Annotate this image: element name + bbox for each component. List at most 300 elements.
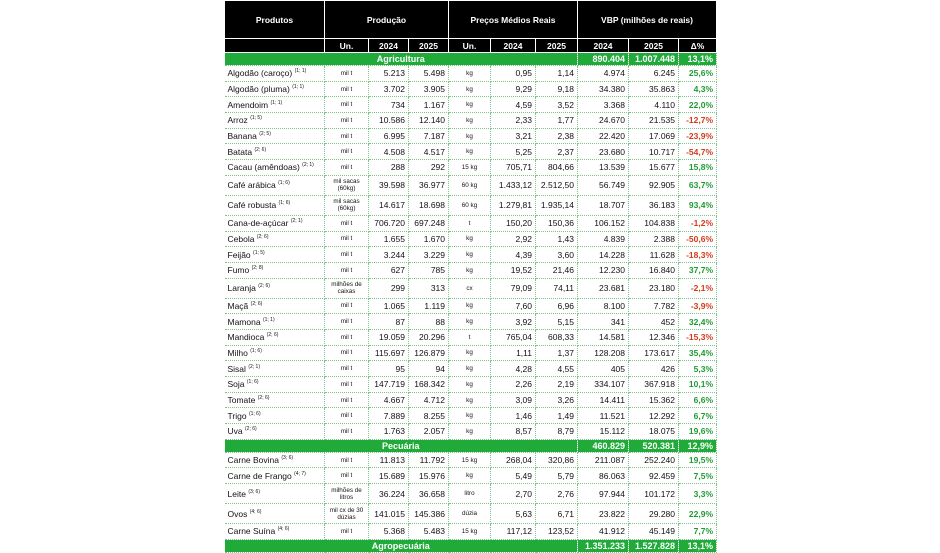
product-footnote: (2; 1) [290,218,303,225]
vbp-2024: 11.521 [578,408,629,424]
price-2025: 2,76 [536,484,578,504]
price-unit: t [449,329,491,345]
price-2024: 8,57 [491,424,536,440]
price-unit: 60 kg [449,195,491,215]
price-2025: 4,55 [536,361,578,377]
production-2025: 12.140 [409,113,449,129]
price-2025: 320,86 [536,452,578,468]
vbp-2024: 8.100 [578,298,629,314]
production-2025: 1.119 [409,298,449,314]
price-2025: 9,18 [536,81,578,97]
production-unit: mil t [325,408,369,424]
product-name [225,278,325,298]
vbp-2025: 35.863 [629,81,679,97]
table-row [225,424,717,440]
vbp-delta: 22,9% [679,504,717,524]
product-footnote: (1; 6) [246,379,259,386]
vbp-2025: 23.180 [629,278,679,298]
vbp-2024: 334.107 [578,377,629,393]
product-name [225,361,325,377]
price-2024: 4,59 [491,97,536,113]
section-label: Pecuária [225,439,578,452]
price-2024: 79,09 [491,278,536,298]
vbp-delta: 6,6% [679,392,717,408]
table-row [225,128,717,144]
vbp-2025: 17.069 [629,128,679,144]
product-label: Milho [227,347,248,358]
product-name [225,484,325,504]
product-name [225,468,325,484]
product-label: Cacau (amêndoas) [227,162,300,173]
table-row [225,81,717,97]
price-2024: 3,09 [491,392,536,408]
production-unit: milhões de litros [325,484,369,504]
vbp-2025: 7.782 [629,298,679,314]
production-2024: 5.213 [369,66,409,82]
product-label: Cebola [227,233,255,244]
section-vbp-2024: 890.404 [578,53,629,66]
price-2025: 1.935,14 [536,195,578,215]
product-label: Uva [227,426,243,437]
production-2024: 288 [369,160,409,176]
production-unit: mil t [325,392,369,408]
price-2024: 7,60 [491,298,536,314]
vbp-delta: 19,6% [679,424,717,440]
price-2025: 1,43 [536,231,578,247]
product-label: Batata [227,146,253,157]
production-2025: 7.187 [409,128,449,144]
product-name [225,144,325,160]
vbp-2024: 34.380 [578,81,629,97]
price-2025: 74,11 [536,278,578,298]
header-producao: Produção [325,1,449,39]
price-unit: kg [449,298,491,314]
header-precos: Preços Médios Reais [449,1,578,39]
production-2025: 313 [409,278,449,298]
price-2024: 2,70 [491,484,536,504]
price-2025: 1,77 [536,113,578,129]
product-label: Laranja [227,283,256,294]
header-vbp-2024: 2024 [578,39,629,53]
production-unit: mil t [325,144,369,160]
product-name [225,97,325,113]
production-2025: 20.296 [409,329,449,345]
vbp-2024: 97.944 [578,484,629,504]
product-footnote: (2; 5) [259,131,271,138]
table-row [225,524,717,540]
production-unit: mil t [325,160,369,176]
vbp-2024: 41.912 [578,524,629,540]
price-2025: 8,79 [536,424,578,440]
product-name [225,504,325,524]
vbp-2025: 15.362 [629,392,679,408]
production-unit: mil t [325,97,369,113]
production-unit: mil t [325,424,369,440]
vbp-2025: 426 [629,361,679,377]
vbp-delta: 32,4% [679,314,717,330]
product-label: Mandioca [227,332,265,343]
product-label: Mamona [227,316,261,327]
vbp-2025: 92.459 [629,468,679,484]
table-row [225,345,717,361]
table-row [225,215,717,231]
price-unit: kg [449,262,491,278]
section-row-agricultura [225,53,717,66]
table-row [225,97,717,113]
vbp-delta: 6,7% [679,408,717,424]
production-2025: 697.248 [409,215,449,231]
product-name [225,314,325,330]
production-2025: 8.255 [409,408,449,424]
table-row [225,314,717,330]
vbp-2024: 4.974 [578,66,629,82]
table-row [225,66,717,82]
vbp-2024: 341 [578,314,629,330]
product-name [225,195,325,215]
vbp-2024: 405 [578,361,629,377]
vbp-2025: 12.292 [629,408,679,424]
production-2024: 19.059 [369,329,409,345]
product-label: Algodão (caroço) [227,68,293,79]
production-2024: 141.015 [369,504,409,524]
product-label: Arroz [227,115,248,126]
vbp-delta: 19,5% [679,452,717,468]
vbp-table [224,0,717,553]
product-footnote: (4; 6) [249,508,262,515]
price-2025: 2,38 [536,128,578,144]
vbp-2025: 101.172 [629,484,679,504]
production-2024: 39.598 [369,175,409,195]
production-2025: 126.879 [409,345,449,361]
price-2025: 608,33 [536,329,578,345]
price-unit: cx [449,278,491,298]
production-2024: 14.617 [369,195,409,215]
product-name [225,392,325,408]
vbp-delta: 22,0% [679,97,717,113]
vbp-2024: 24.670 [578,113,629,129]
table-row [225,329,717,345]
production-unit: mil t [325,314,369,330]
production-unit: mil t [325,262,369,278]
price-2025: 150,36 [536,215,578,231]
product-footnote: (2; 6) [257,395,270,402]
price-2024: 5,63 [491,504,536,524]
product-name [225,345,325,361]
vbp-delta: -2,1% [679,278,717,298]
production-2024: 299 [369,278,409,298]
product-name [225,66,325,82]
product-footnote: (2; 1) [248,363,260,370]
production-2024: 5.368 [369,524,409,540]
price-2024: 117,12 [491,524,536,540]
product-label: Café robusta [227,200,277,211]
vbp-2024: 128.208 [578,345,629,361]
production-2025: 11.792 [409,452,449,468]
section-vbp-2025: 1.007.448 [629,53,679,66]
production-2024: 4.508 [369,144,409,160]
vbp-delta: 7,7% [679,524,717,540]
header-precos-2024: 2024 [491,39,536,53]
section-vbp-2025: 520.381 [629,439,679,452]
product-name [225,298,325,314]
section-row-agropecuaria [225,539,717,552]
production-2025: 88 [409,314,449,330]
price-unit: kg [449,247,491,263]
section-delta: 13,1% [679,53,717,66]
price-2024: 4,39 [491,247,536,263]
price-unit: t [449,215,491,231]
vbp-2025: 452 [629,314,679,330]
price-unit: 15 kg [449,452,491,468]
production-unit: mil cx de 30 dúzias [325,504,369,524]
header-precos-2025: 2025 [536,39,578,53]
production-unit: mil t [325,113,369,129]
product-name [225,424,325,440]
table-row [225,113,717,129]
vbp-delta: 35,4% [679,345,717,361]
vbp-2025: 15.677 [629,160,679,176]
section-vbp-2024: 1.351.233 [578,539,629,552]
product-footnote: (2; 6) [254,146,267,153]
vbp-2025: 4.110 [629,97,679,113]
price-2025: 21,46 [536,262,578,278]
production-2025: 36.658 [409,484,449,504]
price-2024: 1.279,81 [491,195,536,215]
vbp-2025: 6.245 [629,66,679,82]
product-name [225,215,325,231]
section-label: Agricultura [225,53,578,66]
vbp-2024: 23.822 [578,504,629,524]
price-unit: dúzia [449,504,491,524]
price-2025: 2.512,50 [536,175,578,195]
production-unit: mil t [325,329,369,345]
product-name [225,262,325,278]
production-unit: mil t [325,66,369,82]
vbp-2025: 104.838 [629,215,679,231]
production-2025: 5.483 [409,524,449,540]
production-unit: mil t [325,81,369,97]
product-name [225,247,325,263]
production-2024: 3.702 [369,81,409,97]
price-2025: 1,49 [536,408,578,424]
vbp-delta: -18,3% [679,247,717,263]
vbp-2024: 211.087 [578,452,629,468]
production-2025: 2.057 [409,424,449,440]
vbp-delta: 3,3% [679,484,717,504]
product-label: Fumo [227,265,250,276]
table-row [225,361,717,377]
product-label: Algodão (pluma) [227,84,290,95]
vbp-2024: 3.368 [578,97,629,113]
table-row [225,377,717,393]
vbp-delta: -50,6% [679,231,717,247]
price-unit: kg [449,128,491,144]
vbp-delta: 7,5% [679,468,717,484]
production-2025: 4.712 [409,392,449,408]
vbp-2024: 14.411 [578,392,629,408]
production-2025: 94 [409,361,449,377]
price-2024: 765,04 [491,329,536,345]
product-label: Cana-de-açúcar [227,218,289,229]
production-2024: 11.813 [369,452,409,468]
price-unit: 15 kg [449,160,491,176]
vbp-2024: 22.420 [578,128,629,144]
price-unit: 15 kg [449,524,491,540]
price-2024: 705,71 [491,160,536,176]
production-2024: 95 [369,361,409,377]
product-label: Carne de Frango [227,470,292,481]
production-unit: milhões de caixas [325,278,369,298]
table-row [225,160,717,176]
product-footnote: (1; 1) [262,316,275,323]
production-2025: 292 [409,160,449,176]
price-2024: 5,49 [491,468,536,484]
production-2024: 734 [369,97,409,113]
price-unit: kg [449,66,491,82]
vbp-delta: 4,3% [679,81,717,97]
vbp-delta: -12,7% [679,113,717,129]
price-unit: kg [449,97,491,113]
table-row [225,452,717,468]
vbp-delta: 37,7% [679,262,717,278]
production-2024: 15.689 [369,468,409,484]
production-2024: 7.889 [369,408,409,424]
product-label: Leite [227,488,246,499]
product-name [225,452,325,468]
price-unit: kg [449,377,491,393]
price-2024: 0,95 [491,66,536,82]
header-vbp-2025: 2025 [629,39,679,53]
product-footnote: (2; 6) [256,234,269,241]
production-unit: mil sacas (60kg) [325,195,369,215]
product-name [225,329,325,345]
product-footnote: (1; 6) [248,410,261,417]
product-footnote: (4; 6) [277,526,290,533]
vbp-2024: 15.112 [578,424,629,440]
price-2024: 2,33 [491,113,536,129]
table-row [225,144,717,160]
product-footnote: (1; 1) [292,84,304,91]
production-unit: mil t [325,361,369,377]
production-2024: 10.586 [369,113,409,129]
header-producao-2024: 2024 [369,39,409,53]
product-name [225,175,325,195]
price-2024: 19,52 [491,262,536,278]
product-name [225,113,325,129]
production-unit: mil t [325,128,369,144]
vbp-2024: 4.839 [578,231,629,247]
price-2025: 3,26 [536,392,578,408]
production-2025: 3.229 [409,247,449,263]
production-unit: mil t [325,298,369,314]
vbp-2025: 36.183 [629,195,679,215]
production-unit: mil sacas (60kg) [325,175,369,195]
price-unit: kg [449,361,491,377]
vbp-2024: 14.581 [578,329,629,345]
vbp-2025: 45.149 [629,524,679,540]
vbp-2025: 11.628 [629,247,679,263]
vbp-2025: 21.535 [629,113,679,129]
table-row [225,175,717,195]
production-2024: 706.720 [369,215,409,231]
product-name [225,81,325,97]
product-footnote: (3; 6) [281,455,294,462]
production-2025: 3.905 [409,81,449,97]
product-label: Trigo [227,410,247,421]
price-unit: kg [449,345,491,361]
product-name [225,377,325,393]
product-footnote: (2; 6) [245,426,257,433]
price-unit: litro [449,484,491,504]
production-2025: 1.670 [409,231,449,247]
product-footnote: (1; 5) [250,115,262,122]
price-2025: 804,66 [536,160,578,176]
price-unit: kg [449,144,491,160]
price-2024: 3,21 [491,128,536,144]
product-footnote: (1; 1) [294,68,307,75]
price-2025: 1,37 [536,345,578,361]
product-label: Maçã [227,300,249,311]
price-unit: kg [449,314,491,330]
price-2024: 2,26 [491,377,536,393]
header-un-precos: Un. [449,39,491,53]
vbp-delta: 10,1% [679,377,717,393]
vbp-table-sheet [224,0,716,551]
production-2024: 1.655 [369,231,409,247]
price-2024: 1,46 [491,408,536,424]
product-footnote: (2; 8) [251,265,264,272]
product-footnote: (1; 6) [278,180,290,187]
header-producao-2025: 2025 [409,39,449,53]
product-footnote: (3; 6) [248,488,260,495]
production-2024: 147.719 [369,377,409,393]
section-vbp-2024: 460.829 [578,439,629,452]
production-unit: mil t [325,524,369,540]
product-label: Café arábica [227,180,276,191]
product-label: Carne Suína [227,526,276,537]
vbp-delta: 93,4% [679,195,717,215]
production-2025: 18.698 [409,195,449,215]
vbp-2024: 14.228 [578,247,629,263]
vbp-2025: 252.240 [629,452,679,468]
price-unit: kg [449,424,491,440]
production-2025: 168.342 [409,377,449,393]
production-2024: 6.995 [369,128,409,144]
price-2025: 6,96 [536,298,578,314]
vbp-2024: 12.230 [578,262,629,278]
production-unit: mil t [325,215,369,231]
header-produtos: Produtos [225,1,325,39]
vbp-2024: 23.681 [578,278,629,298]
vbp-delta: -3,9% [679,298,717,314]
price-2024: 5,25 [491,144,536,160]
product-footnote: (1; 6) [278,200,291,207]
product-footnote: (1; 6) [250,348,262,355]
vbp-delta: -23,9% [679,128,717,144]
price-2024: 150,20 [491,215,536,231]
vbp-delta: 25,6% [679,66,717,82]
product-label: Soja [227,379,245,390]
table-row [225,484,717,504]
price-2024: 4,28 [491,361,536,377]
production-unit: mil t [325,468,369,484]
vbp-delta: 5,3% [679,361,717,377]
section-label: Agropecuária [225,539,578,552]
product-name [225,231,325,247]
product-label: Sisal [227,363,246,374]
vbp-2024: 18.707 [578,195,629,215]
price-2025: 3,60 [536,247,578,263]
